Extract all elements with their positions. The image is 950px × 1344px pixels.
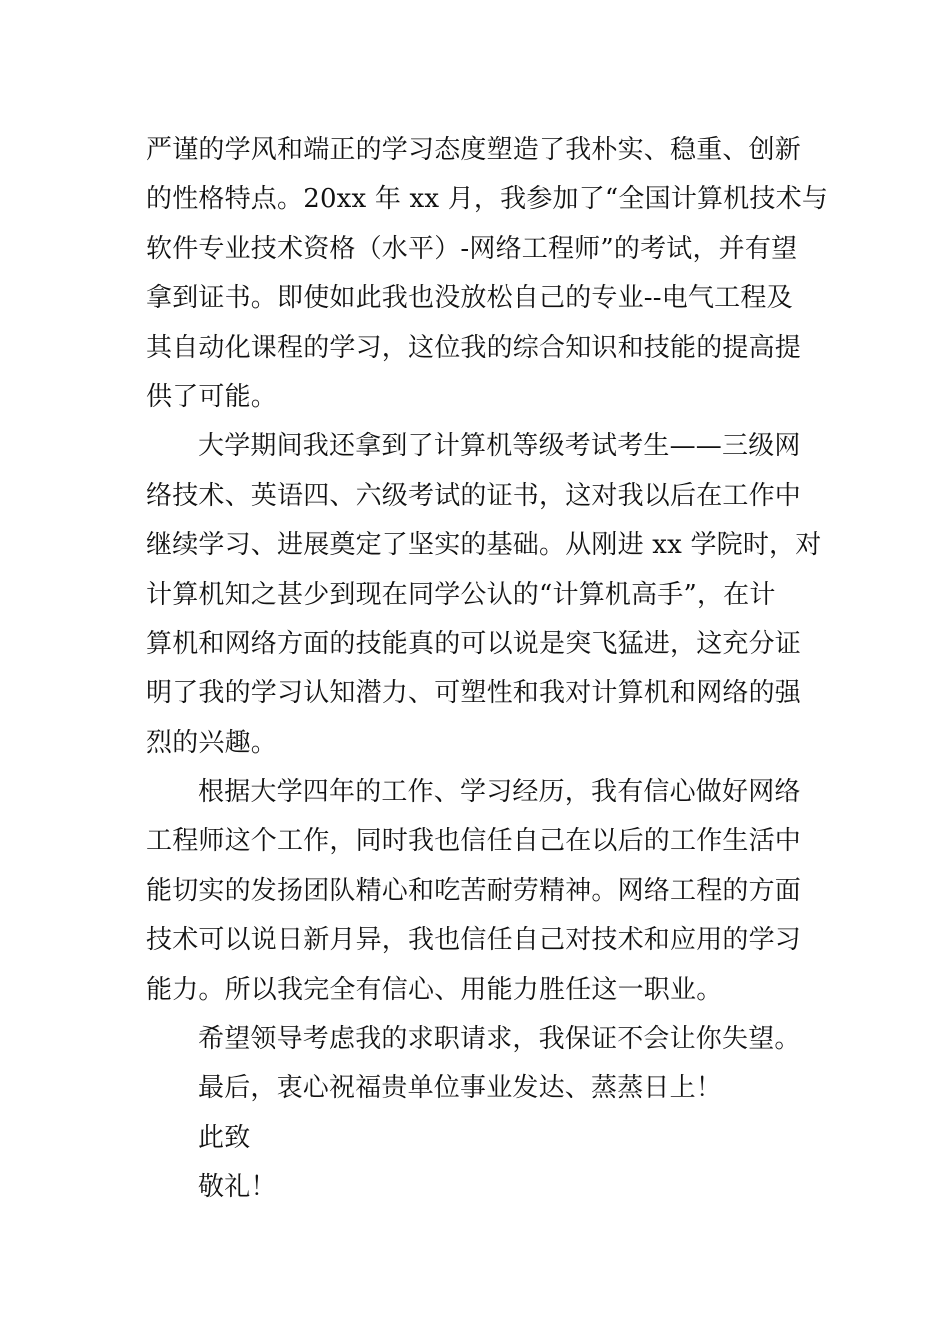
text-line: 拿到证书。即使如此我也没放松自己的专业--电气工程及	[146, 283, 793, 314]
text-line: 能切实的发扬团队精心和吃苦耐劳精神。网络工程的方面	[146, 875, 802, 906]
salutation-line: 敬礼！	[198, 1172, 277, 1203]
text-line: 计算机知之甚少到现在同学公认的“计算机高手”，在计	[146, 579, 776, 610]
text-line: 络技术、英语四、六级考试的证书，这对我以后在工作中	[146, 480, 802, 511]
text-line: 技术可以说日新月异，我也信任自己对技术和应用的学习	[146, 925, 802, 956]
text-line: 其自动化课程的学习，这位我的综合知识和技能的提高提	[146, 332, 802, 363]
text-line: 的性格特点。20xx 年 xx 月，我参加了“全国计算机技术与	[146, 184, 829, 215]
text-line: 烈的兴趣。	[146, 727, 278, 758]
text-line: 继续学习、进展奠定了坚实的基础。从刚进 xx 学院时，对	[146, 530, 822, 561]
text-line: 严谨的学风和端正的学习态度塑造了我朴实、稳重、创新	[146, 135, 802, 165]
paragraph-start-line: 根据大学四年的工作、学习经历，我有信心做好网络	[198, 777, 801, 808]
text-line: 能力。所以我完全有信心、用能力胜任这一职业。	[146, 974, 723, 1005]
paragraph-start-line: 大学期间我还拿到了计算机等级考试考生——三级网	[198, 431, 801, 462]
text-line: 明了我的学习认知潜力、可塑性和我对计算机和网络的强	[146, 678, 802, 709]
letter-body	[146, 126, 829, 1213]
salutation-line: 此致	[198, 1122, 251, 1153]
text-line: 软件专业技术资格（水平）-网络工程师”的考试，并有望	[146, 233, 798, 264]
text-line: 工程师这个工作，同时我也信任自己在以后的工作生活中	[146, 826, 802, 857]
text-line: 算机和网络方面的技能真的可以说是突飞猛进，这充分证	[146, 628, 802, 659]
text-line: 供了可能。	[146, 381, 278, 412]
paragraph-start-line: 希望领导考虑我的求职请求，我保证不会让你失望。	[198, 1024, 801, 1055]
closing-wish-line: 最后，衷心祝福贵单位事业发达、蒸蒸日上！	[198, 1073, 723, 1104]
